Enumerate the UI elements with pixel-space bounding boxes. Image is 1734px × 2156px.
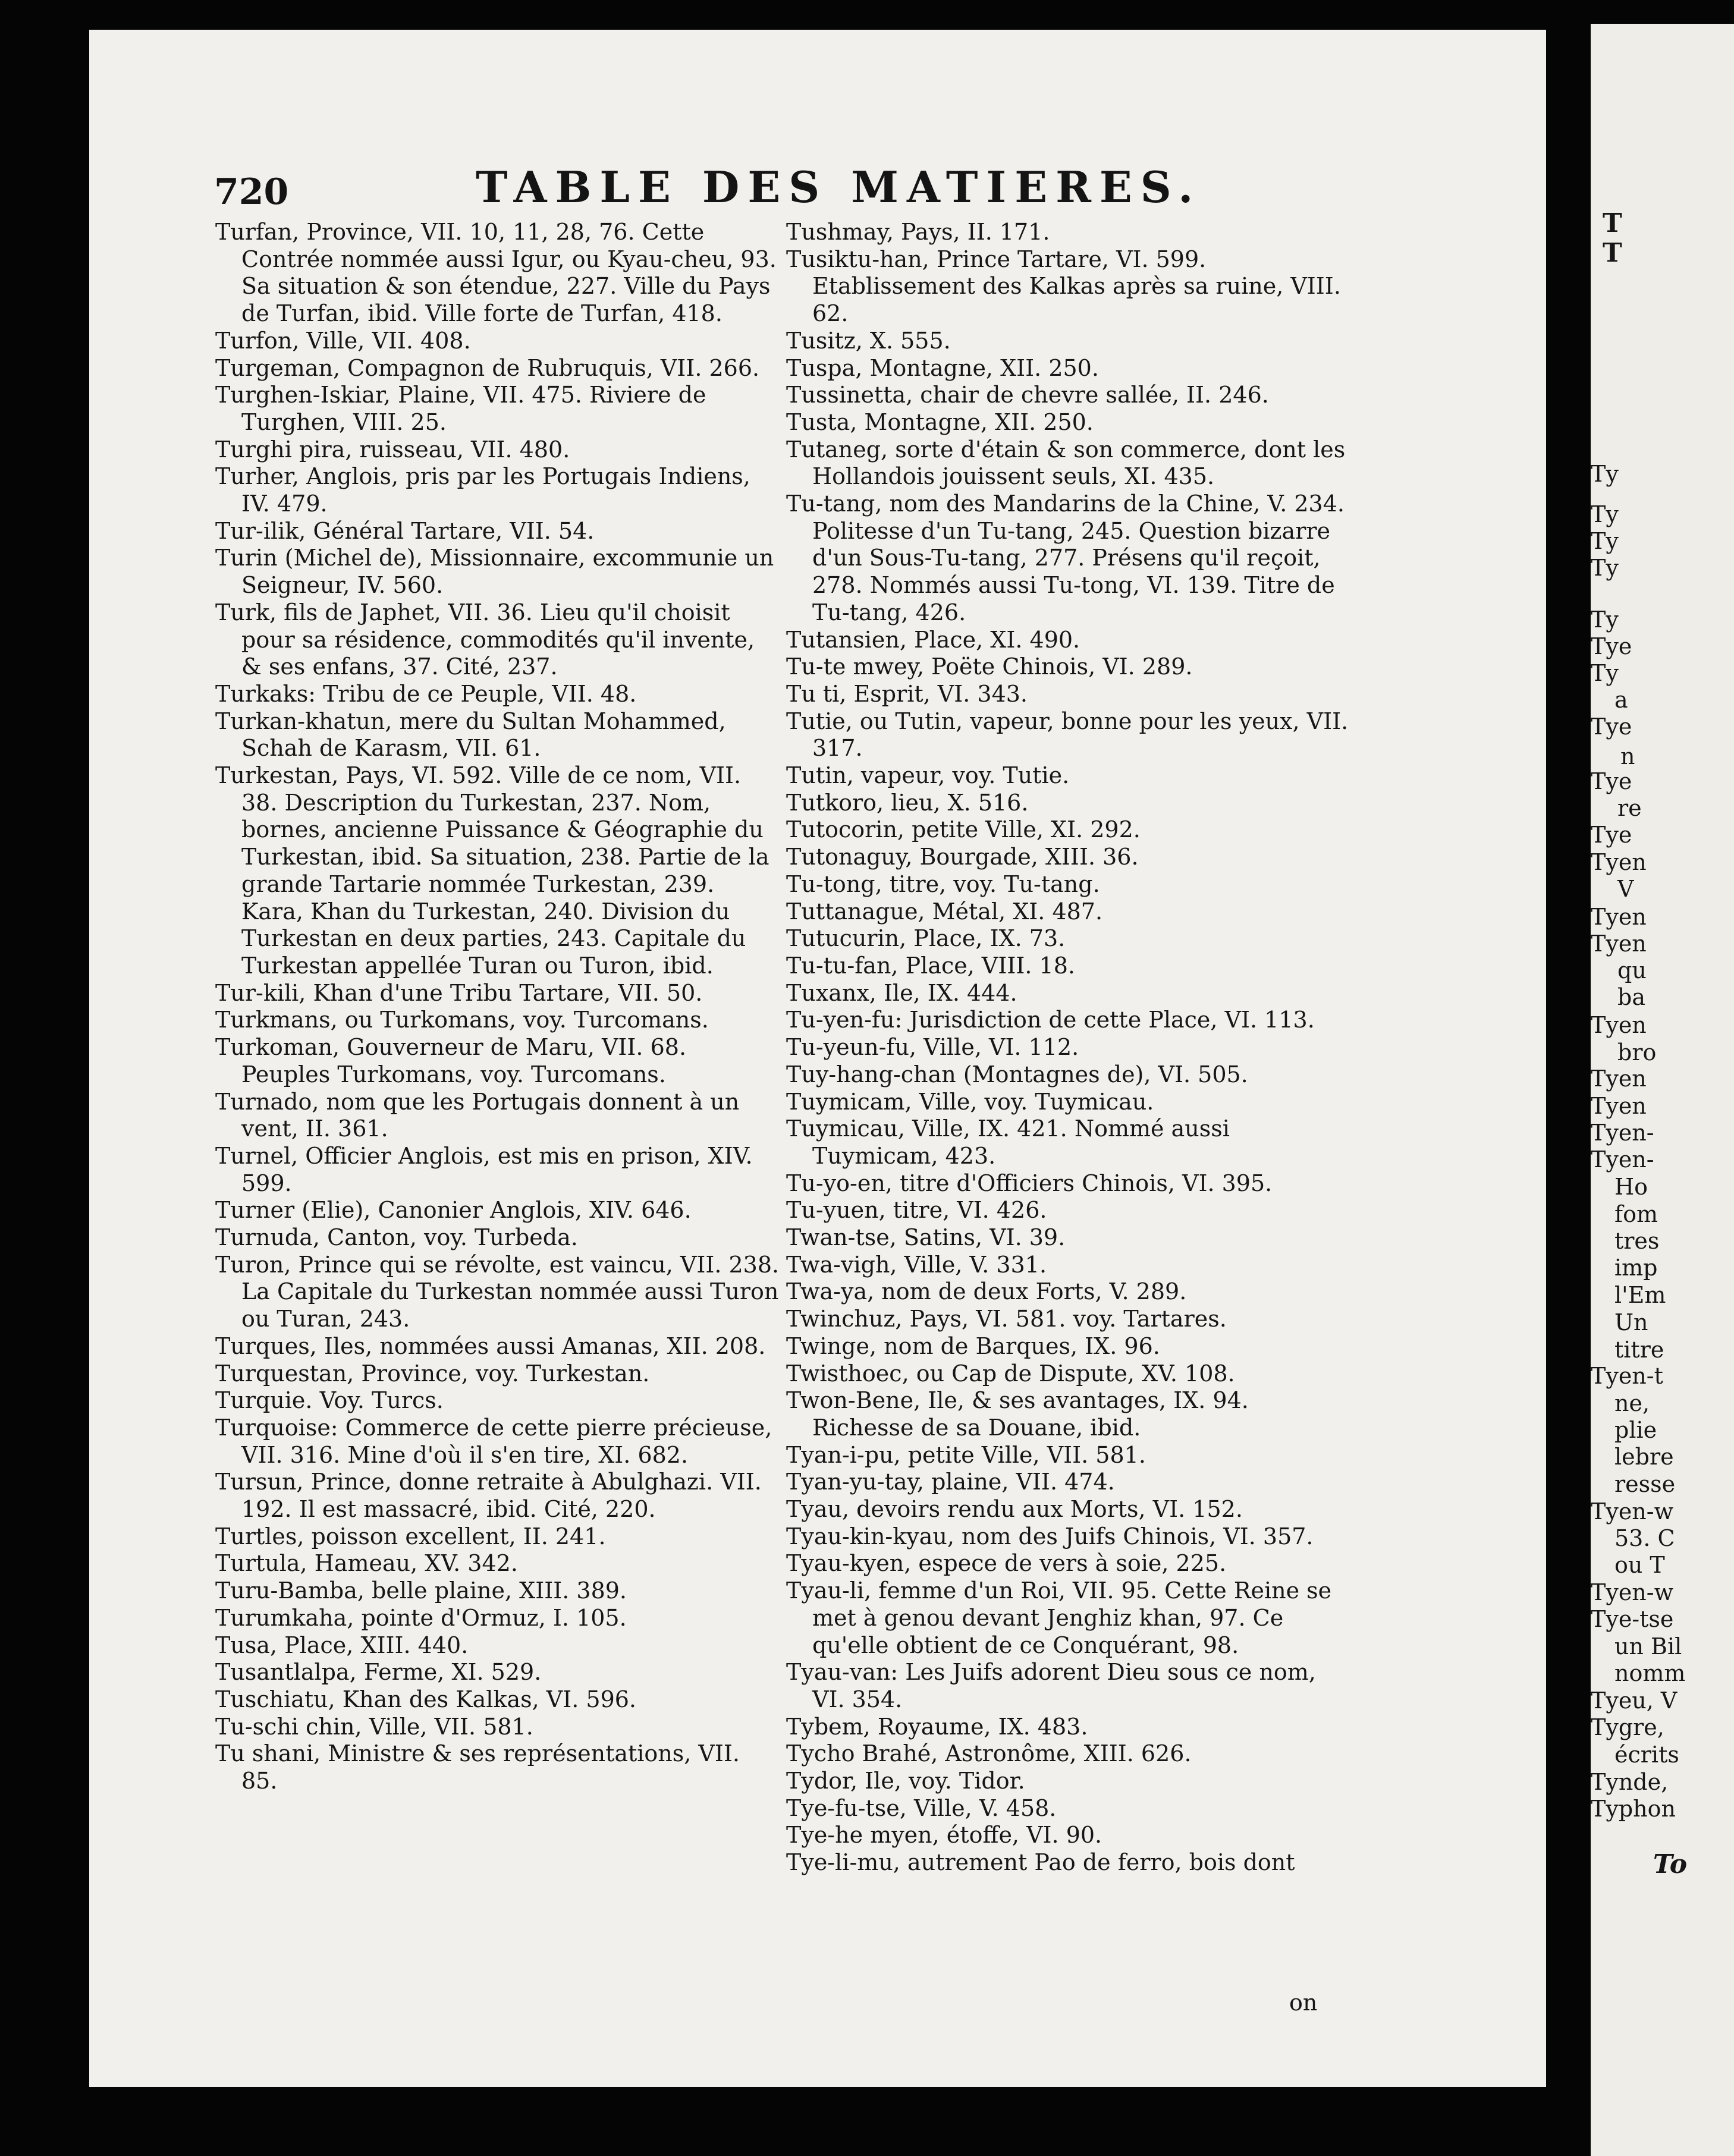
index-entry: Tye-fu-tse, Ville, V. 458. <box>786 1794 1057 1821</box>
index-entry: Tyan-yu-tay, plaine, VII. 474. <box>786 1469 1115 1495</box>
index-entry: Tu-yen-fu: Jurisdiction de cette Place, VI. 113. <box>786 1007 1315 1033</box>
index-entry: Tu-tong, titre, voy. Tu-tang. <box>786 870 1100 897</box>
right-page-fragment: Typhon <box>1591 1796 1676 1822</box>
index-entry: Turtles, poisson excellent, II. 241. <box>215 1523 606 1550</box>
index-entry: Tur-kili, Khan d'une Tribu Tartare, VII. 50. <box>215 979 703 1006</box>
right-page-footer-fragment: To <box>1653 1849 1688 1880</box>
right-page-fragment: resse <box>1614 1471 1676 1497</box>
right-page-fragment: V <box>1617 876 1634 902</box>
index-entry: Tyau-kyen, espece de vers à soie, 225. <box>786 1550 1227 1577</box>
index-entry: Tyan-i-pu, petite Ville, VII. 581. <box>786 1441 1146 1468</box>
index-entry: Tu-yeun-fu, Ville, VI. 112. <box>786 1034 1079 1061</box>
index-entry: Tyau-kin-kyau, nom des Juifs Chinois, VI. 357. <box>786 1523 1314 1550</box>
right-page-fragment: 53. C <box>1614 1525 1675 1551</box>
index-entry: Tusta, Montagne, XII. 250. <box>786 408 1094 435</box>
index-entry: Turghen-Iskiar, Plaine, VII. 475. Riviere de Turghen, VIII. 25. <box>215 382 706 435</box>
index-entry: Tuymicau, Ville, IX. 421. Nommé aussi Tuymicam, 423. <box>786 1115 1230 1169</box>
index-entry: Tutansien, Place, XI. 490. <box>786 626 1080 653</box>
right-page-fragment: Tye-tse <box>1591 1606 1674 1632</box>
catchword: on <box>1289 1990 1318 2016</box>
right-page-fragment: Tyeu, V <box>1591 1687 1678 1714</box>
index-entry: Turin (Michel de), Missionnaire, excommunie un Seigneur, IV. 560. <box>215 545 774 599</box>
right-page-fragment: re <box>1617 795 1642 821</box>
index-entry: Twan-tse, Satins, VI. 39. <box>786 1224 1066 1251</box>
index-entry: Tutie, ou Tutin, vapeur, bonne pour les yeux, VII. 317. <box>786 708 1349 762</box>
index-entry: Turon, Prince qui se révolte, est vaincu, VII. 238. La Capitale du Turkestan nommée aussi Turon ou Turan, 243. <box>215 1251 780 1332</box>
index-entry: Tusantlalpa, Ferme, XI. 529. <box>215 1659 542 1686</box>
right-page-fragment: Ty <box>1591 501 1619 527</box>
right-page-fragment: Tyen-w <box>1591 1498 1674 1525</box>
right-page-header-fragment: T <box>1603 238 1622 268</box>
index-entry: Tusa, Place, XIII. 440. <box>215 1632 469 1658</box>
right-page-fragment: écrits <box>1614 1742 1679 1768</box>
index-entry: Turnel, Officier Anglois, est mis en prison, XIV. 599. <box>215 1142 753 1196</box>
index-entry: Tuymicam, Ville, voy. Tuymicau. <box>786 1088 1154 1115</box>
index-entry: Turquoise: Commerce de cette pierre précieuse, VII. 316. Mine d'où il s'en tire, XI. 682. <box>215 1414 772 1468</box>
index-entry: Twon-Bene, Ile, & ses avantages, IX. 94. Richesse de sa Douane, ibid. <box>786 1387 1249 1441</box>
right-page-fragment: Ty <box>1591 606 1619 633</box>
index-entry: Turkan-khatun, mere du Sultan Mohammed, Schah de Karasm, VII. 61. <box>215 708 726 762</box>
index-entry: Tu-schi chin, Ville, VII. 581. <box>215 1713 533 1740</box>
right-page-header-fragment: T <box>1603 208 1622 238</box>
page-header <box>214 156 1344 221</box>
running-title: TABLE DES MATIERES. <box>476 162 1202 212</box>
index-entry: Turumkaha, pointe d'Ormuz, I. 105. <box>215 1604 627 1631</box>
index-entry: Tuschiatu, Khan des Kalkas, VI. 596. <box>215 1686 637 1712</box>
index-entry: Turtula, Hameau, XV. 342. <box>215 1550 518 1577</box>
index-entry: Tusitz, X. 555. <box>786 327 951 354</box>
index-entry: Tur-ilik, Général Tartare, VII. 54. <box>215 517 595 544</box>
index-entry: Tutaneg, sorte d'étain & son commerce, dont les Hollandois jouissent seuls, XI. 435. <box>786 436 1346 490</box>
index-entry: Tye-he myen, étoffe, VI. 90. <box>786 1822 1102 1849</box>
right-page-fragment: n <box>1620 743 1635 769</box>
right-page-fragment: ba <box>1617 984 1645 1010</box>
index-entry: Twisthoec, ou Cap de Dispute, XV. 108. <box>786 1360 1235 1387</box>
index-entry: Tyau-van: Les Juifs adorent Dieu sous ce nom, VI. 354. <box>786 1659 1316 1712</box>
index-entry: Tyau, devoirs rendu aux Morts, VI. 152. <box>786 1496 1243 1523</box>
index-entry: Tu shani, Ministre & ses représentations, VII. 85. <box>215 1740 740 1794</box>
index-entry: Tuttanague, Métal, XI. 487. <box>786 898 1103 925</box>
right-page-fragment: titre <box>1614 1337 1664 1363</box>
index-entry: Turquestan, Province, voy. Turkestan. <box>215 1360 650 1387</box>
index-entry: Tushmay, Pays, II. 171. <box>786 219 1050 245</box>
right-page-fragment: Tygre, <box>1591 1714 1664 1740</box>
right-page-fragment: Tyen-t <box>1591 1363 1663 1389</box>
index-entry: Turkoman, Gouverneur de Maru, VII. 68. Peuples Turkomans, voy. Turcomans. <box>215 1034 687 1088</box>
right-page-fragment: Ty <box>1591 528 1619 554</box>
page-number: 720 <box>214 171 289 213</box>
index-entry: Tuspa, Montagne, XII. 250. <box>786 354 1099 381</box>
index-entry: Tutin, vapeur, voy. Tutie. <box>786 762 1070 789</box>
index-entry: Tutkoro, lieu, X. 516. <box>786 789 1029 816</box>
right-page-fragment: ou T <box>1614 1552 1665 1578</box>
right-page-fragment: Tyen- <box>1591 1146 1654 1173</box>
index-entry: Twa-ya, nom de deux Forts, V. 289. <box>786 1278 1187 1305</box>
index-entry: Tutucurin, Place, IX. 73. <box>786 925 1066 952</box>
index-entry: Tydor, Ile, voy. Tidor. <box>786 1768 1025 1794</box>
index-entry: Turques, Iles, nommées aussi Amanas, XII. 208. <box>215 1332 766 1359</box>
index-entry: Tusiktu-han, Prince Tartare, VI. 599. Etablissement des Kalkas après sa ruine, VIII. 62. <box>786 246 1341 327</box>
index-entry: Tyau-li, femme d'un Roi, VII. 95. Cette Reine se met à genou devant Jenghiz khan, 97. Ce qu'elle obtient de ce Conquérant, 98. <box>786 1577 1332 1658</box>
index-entry: Tye-li-mu, autrement Pao de ferro, bois dont <box>786 1849 1295 1876</box>
right-page-fragment: l'Em <box>1614 1282 1666 1308</box>
right-book-page-edge <box>1591 24 1734 2156</box>
right-page-fragment: Tyen <box>1591 849 1647 875</box>
index-entry: Tu-tu-fan, Place, VIII. 18. <box>786 952 1075 979</box>
right-page-fragment: Ho <box>1614 1174 1648 1200</box>
right-page-fragment: lebre <box>1614 1444 1674 1470</box>
index-entry: Turfan, Province, VII. 10, 11, 28, 76. Cette Contrée nommée aussi Igur, ou Kyau-cheu, 93. Sa situation & son étendue, 227. Ville du Pays de Turfan, ibid. Ville forte de Turfan, 418. <box>215 219 777 327</box>
right-page-fragment: Tyen <box>1591 1093 1647 1119</box>
index-column-right <box>786 219 1351 1991</box>
right-page-fragment: Ty <box>1591 660 1619 686</box>
right-page-fragment: Tyen <box>1591 1066 1647 1092</box>
right-page-fragment: qu <box>1617 957 1647 983</box>
index-entry: Tuy-hang-chan (Montagnes de), VI. 505. <box>786 1061 1248 1088</box>
right-page-fragment: nomm <box>1614 1660 1686 1686</box>
index-entry: Tybem, Royaume, IX. 483. <box>786 1713 1088 1740</box>
index-entry: Tu ti, Esprit, VI. 343. <box>786 680 1028 707</box>
right-page-fragment: ne, <box>1614 1390 1650 1416</box>
right-page-fragment: Tye <box>1591 714 1632 740</box>
index-entry: Turnado, nom que les Portugais donnent à un vent, II. 361. <box>215 1088 740 1142</box>
index-entry: Twinchuz, Pays, VI. 581. voy. Tartares. <box>786 1306 1227 1332</box>
index-entry: Turkaks: Tribu de ce Peuple, VII. 48. <box>215 680 637 707</box>
right-page-fragment: Un <box>1614 1309 1648 1335</box>
index-entry: Turu-Bamba, belle plaine, XIII. 389. <box>215 1577 627 1604</box>
index-entry: Turner (Elie), Canonier Anglois, XIV. 646. <box>215 1197 692 1224</box>
index-entry: Turfon, Ville, VII. 408. <box>215 327 471 354</box>
index-entry: Turnuda, Canton, voy. Turbeda. <box>215 1224 578 1251</box>
index-entry: Tu-te mwey, Poëte Chinois, VI. 289. <box>786 653 1193 680</box>
index-entry: Turkestan, Pays, VI. 592. Ville de ce nom, VII. 38. Description du Turkestan, 237. Nom, bornes, ancienne Puissance & Géographie du Turkestan, ibid. Sa situation, 238. Partie de la grande Tartarie nommée Turkestan, 239. Kara, Khan du Turkestan, 240. Division du Turkestan en deux parties, 243. Capitale du Turkestan appellée Turan ou Turon, ibid. <box>215 762 769 979</box>
right-page-fragment: Tye <box>1591 768 1632 794</box>
index-entry: Turher, Anglois, pris par les Portugais Indiens, IV. 479. <box>215 463 750 517</box>
right-page-fragment: Tyen <box>1591 904 1647 930</box>
right-page-fragment: Tye <box>1591 822 1632 848</box>
right-page-fragment: Ty <box>1591 555 1619 581</box>
index-entry: Tu-yuen, titre, VI. 426. <box>786 1197 1047 1224</box>
index-entry: Turk, fils de Japhet, VII. 36. Lieu qu'il choisit pour sa résidence, commodités qu'il invente, & ses enfans, 37. Cité, 237. <box>215 599 755 680</box>
index-entry: Tutonaguy, Bourgade, XIII. 36. <box>786 844 1139 870</box>
index-entry: Turkmans, ou Turkomans, voy. Turcomans. <box>215 1007 709 1033</box>
index-entry: Tutocorin, petite Ville, XI. 292. <box>786 816 1141 843</box>
index-entry: Tu-yo-en, titre d'Officiers Chinois, VI. 395. <box>786 1170 1273 1196</box>
right-page-fragment: Tyen <box>1591 1012 1647 1038</box>
right-page-fragment: imp <box>1614 1255 1658 1281</box>
index-entry: Tursun, Prince, donne retraite à Abulghazi. VII. 192. Il est massacré, ibid. Cité, 220. <box>215 1469 762 1523</box>
right-page-fragment: fom <box>1614 1201 1658 1227</box>
index-entry: Twinge, nom de Barques, IX. 96. <box>786 1332 1160 1359</box>
right-page-fragment: Tynde, <box>1591 1769 1669 1795</box>
right-page-fragment: Tyen-w <box>1591 1579 1674 1605</box>
right-page-fragment: bro <box>1617 1039 1657 1066</box>
right-page-fragment: Ty <box>1591 461 1619 487</box>
index-entry: Tussinetta, chair de chevre sallée, II. 246. <box>786 382 1269 408</box>
right-page-fragment: Tye <box>1591 633 1632 659</box>
index-entry: Tu-tang, nom des Mandarins de la Chine, V. 234. Politesse d'un Tu-tang, 245. Question bizarre d'un Sous-Tu-tang, 277. Présens qu'il reçoit, 278. Nommés aussi Tu-tong, VI. 139. Titre de Tu-tang, 426. <box>786 491 1345 626</box>
right-page-fragment: Tyen- <box>1591 1120 1654 1146</box>
index-entry: Twa-vigh, Ville, V. 331. <box>786 1251 1047 1278</box>
right-page-fragment: plie <box>1614 1417 1657 1443</box>
index-entry: Tycho Brahé, Astronôme, XIII. 626. <box>786 1740 1192 1767</box>
index-entry: Turquie. Voy. Turcs. <box>215 1387 444 1414</box>
right-page-fragment: un Bil <box>1614 1633 1682 1660</box>
index-entry: Turghi pira, ruisseau, VII. 480. <box>215 436 570 463</box>
right-page-fragment: tres <box>1614 1228 1660 1254</box>
index-entry: Turgeman, Compagnon de Rubruquis, VII. 266. <box>215 354 760 381</box>
right-page-fragment: Tyen <box>1591 931 1647 957</box>
index-column-left <box>215 219 780 1991</box>
right-page-fragment: a <box>1614 687 1628 713</box>
index-entry: Tuxanx, Ile, IX. 444. <box>786 979 1017 1006</box>
